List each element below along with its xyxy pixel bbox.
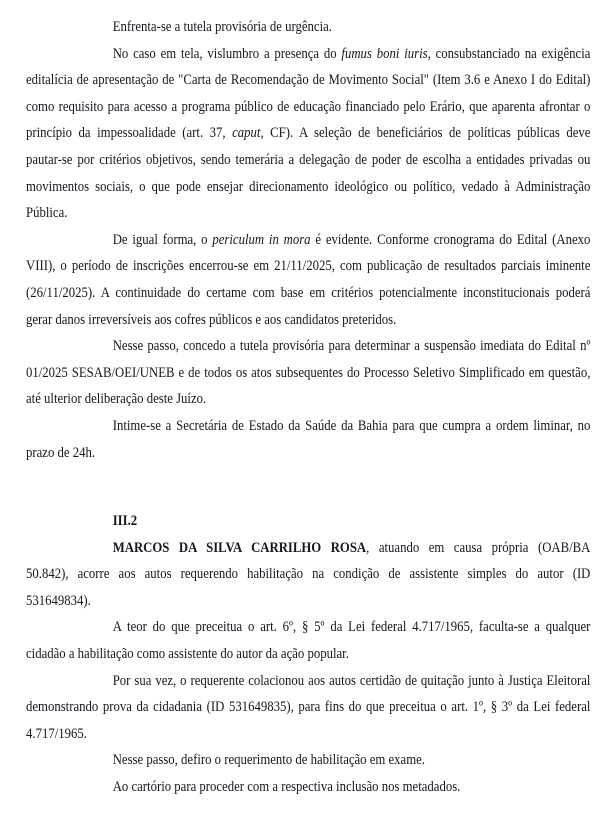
text-line [26, 333, 590, 360]
text-line [26, 280, 590, 307]
text-line [26, 120, 590, 147]
text-run: periculum in mora [212, 231, 311, 248]
text-run: demonstrando prova da cidadania (ID 531649835), para fins do que preceitua o art. 1º, § 3º da Lei federal [26, 699, 591, 716]
paragraph [26, 14, 590, 41]
text-line [26, 747, 590, 774]
text-line [26, 694, 590, 721]
text-line [26, 561, 590, 588]
text-run: Nesse passo, defiro o requerimento de habilitação em exame. [112, 752, 425, 769]
text-line [26, 41, 590, 68]
text-line [26, 774, 590, 801]
text-run: Enfrenta-se a tutela provisória de urgência. [112, 19, 332, 35]
text-line [26, 641, 590, 668]
text-line [26, 307, 590, 334]
text-run: 531649834). [26, 592, 91, 609]
text-run: pautar-se por critérios objetivos, sendo temerária a delegação de poder de escolha a entidades privadas ou [26, 151, 591, 168]
paragraph [26, 41, 590, 227]
text-run: A teor do que preceitua o art. 6º, § 5º da Lei federal 4.717/1965, faculta-se a qualquer [112, 619, 591, 636]
paragraph [26, 774, 590, 801]
text-run: Ao cartório para proceder com a respectiva inclusão nos metadados. [112, 779, 461, 796]
text-line [26, 147, 590, 174]
text-line [26, 174, 590, 201]
text-run: Pública. [26, 205, 68, 222]
text-run: , CF). A seleção de beneficiários de políticas públicas deve [260, 125, 591, 142]
text-run: consubstanciado na exigência [430, 45, 591, 62]
text-line [26, 721, 590, 748]
text-line [26, 200, 590, 227]
text-line [26, 413, 590, 440]
text-line [26, 227, 590, 254]
text-line [26, 94, 590, 121]
text-run: prazo de 24h. [26, 444, 96, 461]
text-line [26, 508, 590, 535]
text-run: como requisito para acesso a programa público de educação financiado pelo Erário, que aparenta afrontar o [26, 98, 591, 115]
text-run: MARCOS DA SILVA CARRILHO ROSA [112, 539, 367, 556]
text-run: é evidente. Conforme cronograma do Edital (Anexo [310, 231, 591, 248]
paragraph [26, 227, 590, 333]
paragraph [26, 614, 590, 667]
text-run: No caso em tela, vislumbro a presença do [112, 45, 342, 62]
text-line [26, 386, 590, 413]
text-line [26, 253, 590, 280]
section-heading [26, 508, 590, 535]
text-line [26, 668, 590, 695]
text-line [26, 614, 590, 641]
text-line [26, 67, 590, 94]
text-run: Por sua vez, o requerente colacionou aos autos certidão de quitação junto à Justiça Eleitoral [112, 672, 591, 689]
text-line [26, 588, 590, 615]
text-run: movimentos sociais, o que pode ensejar direcionamento ideológico ou político, vedado à Administração [26, 178, 591, 195]
text-run: , atuando em causa própria (OAB/BA [366, 539, 591, 556]
paragraph [26, 413, 590, 466]
text-run: Intime-se a Secretária de Estado da Saúde da Bahia para que cumpra a ordem liminar, no [112, 417, 591, 434]
text-run: (26/11/2025). A continuidade do certame com base em critérios potencialmente inconstitucionais poderá [26, 284, 591, 301]
text-line [26, 360, 590, 387]
text-run: gerar danos irreversíveis aos cofres públicos e aos candidatos preteridos. [26, 311, 397, 328]
paragraph [26, 747, 590, 774]
text-run: fumus boni iuris, [341, 45, 431, 62]
text-line [26, 440, 590, 467]
paragraph [26, 668, 590, 748]
text-line [26, 535, 590, 562]
text-run: princípio da impessoalidade (art. 37, [26, 125, 233, 142]
text-run: 4.717/1965. [26, 725, 87, 742]
text-line [26, 14, 590, 41]
text-run: De igual forma, o [112, 231, 213, 248]
text-run: 01/2025 SESAB/OEI/UNEB e de todos os atos subsequentes do Processo Seletivo Simplificado em questão, [26, 364, 591, 381]
paragraph [26, 333, 590, 413]
paragraph [26, 535, 590, 615]
text-run: III.2 [112, 513, 138, 530]
text-run: até ulterior deliberação deste Juízo. [26, 391, 207, 408]
document-scale-wrapper [26, 14, 590, 801]
text-run: VIII), o período de inscrições encerrou-se em 21/11/2025, com publicação de resultados parciais iminente [26, 258, 591, 275]
text-run: editalícia de apresentação de "Carta de Recomendação de Movimento Social" (Item 3.6 e Anexo I do Edital) [26, 72, 591, 89]
text-run: cidadão a habilitação como assistente do autor da ação popular. [26, 646, 349, 663]
text-run: caput [232, 125, 261, 142]
document-body [26, 14, 590, 801]
text-run: 50.842), acorre aos autos requerendo habilitação na condição de assistente simples do autor (ID [26, 566, 591, 583]
text-run: Nesse passo, concedo a tutela provisória para determinar a suspensão imediata do Edital nº [112, 338, 591, 355]
